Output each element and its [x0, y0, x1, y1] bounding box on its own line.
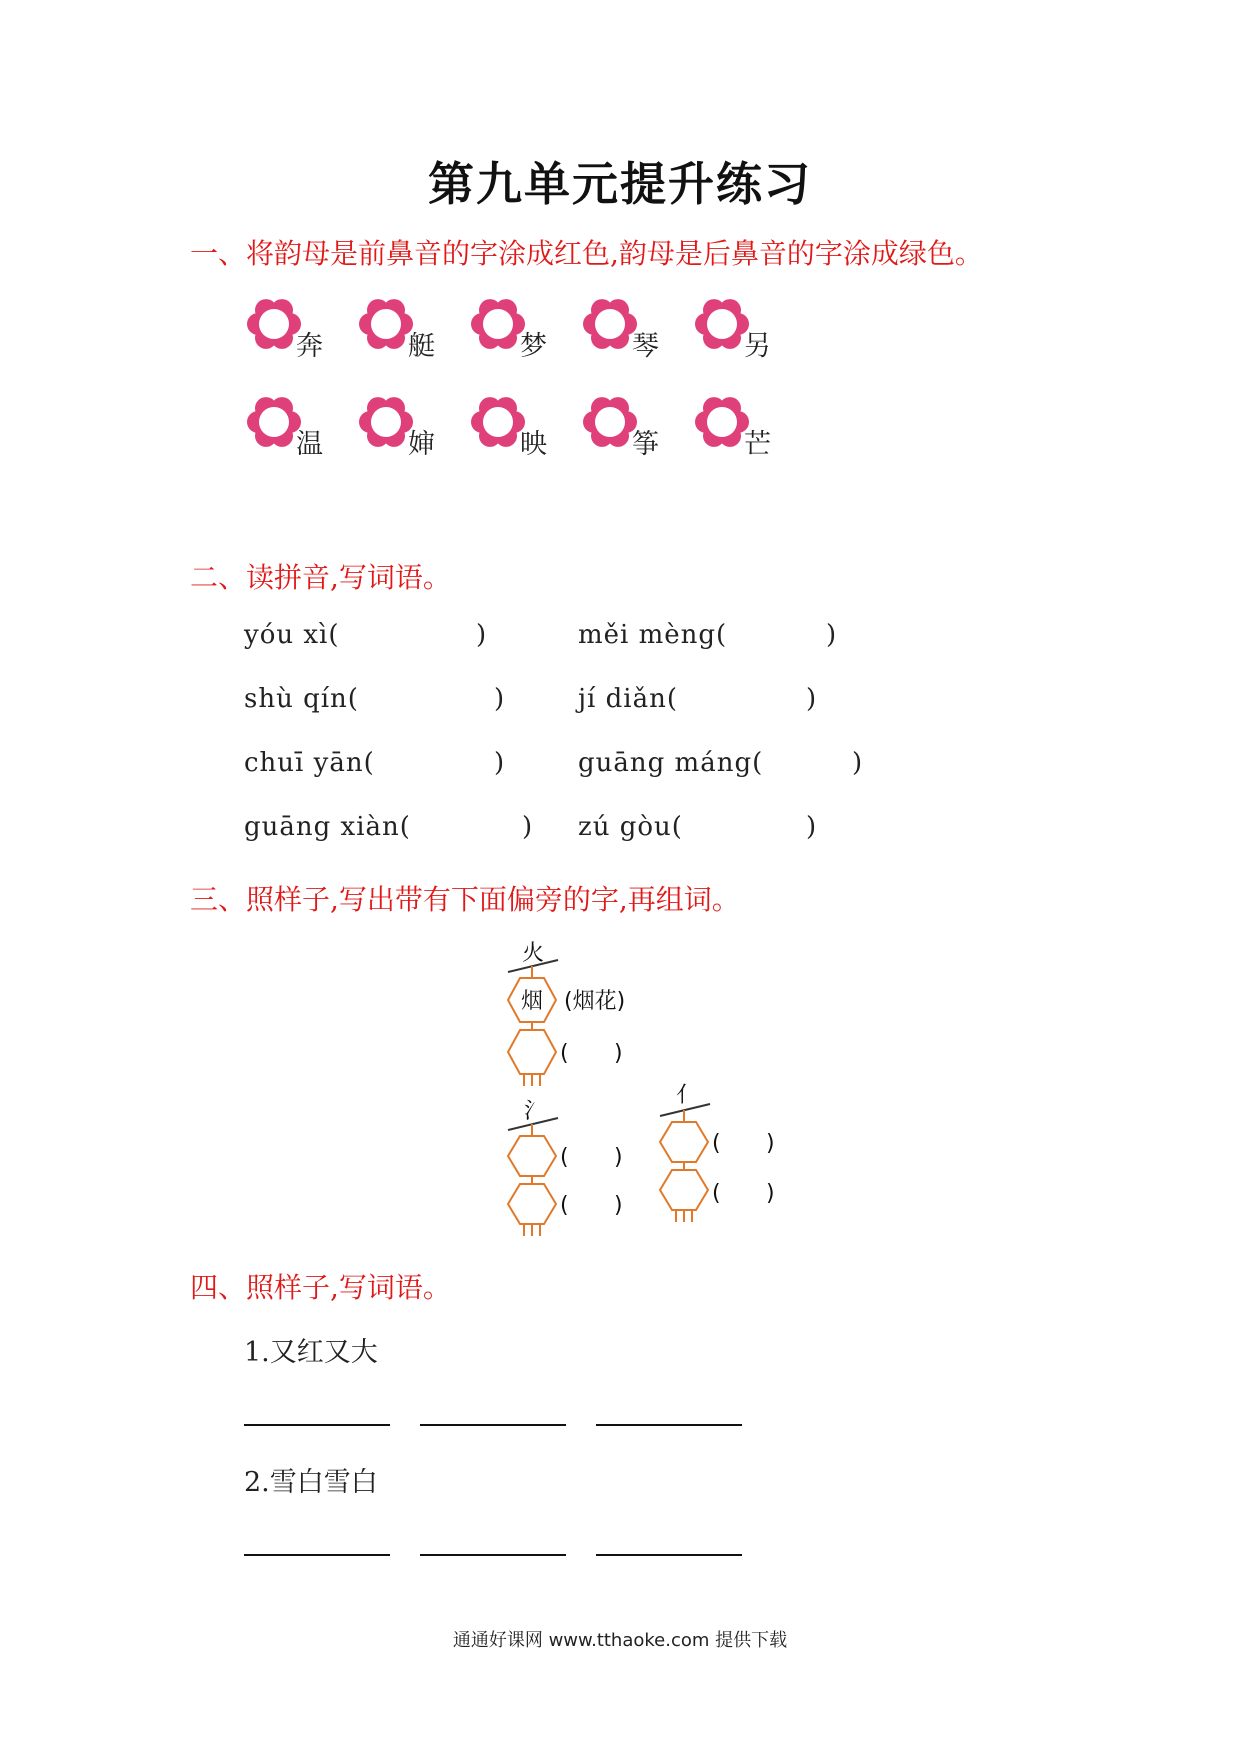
- page-title: 第九单元提升练习: [428, 157, 812, 211]
- flower-icon[interactable]: [692, 294, 752, 354]
- paren-open: (: [560, 1193, 569, 1218]
- flower-item[interactable]: [580, 392, 690, 462]
- answer-blank[interactable]: [596, 1554, 742, 1556]
- pinyin-text: guāng xiàn(: [244, 812, 411, 842]
- pinyin-text: chuī yān(: [244, 748, 375, 778]
- section-4-heading: 四、照样子,写词语。: [190, 1271, 451, 1304]
- paren-close: ): [766, 1181, 775, 1206]
- flower-icon[interactable]: [356, 392, 416, 452]
- example-1: 1.又红又大: [244, 1337, 378, 1368]
- answer-blank[interactable]: [244, 1424, 390, 1426]
- hexagon-blank: [508, 1030, 556, 1074]
- paren-open: (: [712, 1181, 721, 1206]
- person-radical-tower: [660, 1083, 775, 1222]
- pinyin-text: guāng máng(: [578, 748, 764, 778]
- flower-item[interactable]: [468, 392, 578, 462]
- answer-blank[interactable]: [596, 1424, 742, 1426]
- example-word: (烟花): [564, 989, 626, 1014]
- pinyin-text: měi mèng(: [578, 620, 728, 650]
- example-char: 烟: [520, 989, 544, 1014]
- paren-close: ): [614, 1193, 623, 1218]
- flower-icon[interactable]: [356, 294, 416, 354]
- flower-char: 奔: [296, 331, 323, 362]
- water-radical-tower: [508, 1099, 623, 1236]
- flower-item[interactable]: [356, 294, 466, 364]
- flower-item[interactable]: [580, 294, 690, 364]
- paren-open: (: [560, 1145, 569, 1170]
- pinyin-text: zú gòu(: [578, 812, 683, 842]
- flower-char: 筝: [632, 429, 659, 460]
- paren-open: (: [560, 1041, 569, 1066]
- flower-char: 温: [296, 429, 323, 460]
- footer: 通通好课网 www.tthaoke.com 提供下载: [452, 1630, 788, 1651]
- section-3-heading: 三、照样子,写出带有下面偏旁的字,再组词。: [190, 883, 740, 916]
- paren-close: ): [614, 1041, 623, 1066]
- example-2: 2.雪白雪白: [244, 1467, 378, 1498]
- paren-close: ): [766, 1131, 775, 1156]
- flower-icon[interactable]: [468, 294, 528, 354]
- radical-water: 氵: [524, 1099, 547, 1124]
- paren-open: (: [712, 1131, 721, 1156]
- radical-person: 亻: [676, 1083, 699, 1108]
- flower-item[interactable]: [244, 392, 354, 462]
- radical-fire: 火: [522, 941, 545, 966]
- pinyin-text: shù qín(: [244, 684, 359, 714]
- section-1-heading: 一、将韵母是前鼻音的字涂成红色,韵母是后鼻音的字涂成绿色。: [190, 237, 983, 270]
- section-2-heading: 二、读拼音,写词语。: [190, 561, 451, 594]
- hexagon-blank: [660, 1170, 708, 1210]
- answer-blank[interactable]: [420, 1424, 566, 1426]
- flower-item[interactable]: [692, 392, 802, 462]
- flower-icon[interactable]: [580, 392, 640, 452]
- hexagon-blank: [660, 1122, 708, 1162]
- answer-paren-close[interactable]: ): [826, 620, 837, 650]
- flower-item[interactable]: [244, 294, 354, 364]
- answer-blank[interactable]: [244, 1554, 390, 1556]
- flower-item[interactable]: [356, 392, 466, 462]
- flower-char: 梦: [520, 331, 547, 362]
- radical-diagram: [480, 930, 810, 1250]
- flower-icon[interactable]: [244, 392, 304, 452]
- answer-blank[interactable]: [420, 1554, 566, 1556]
- paren-close: ): [614, 1145, 623, 1170]
- answer-paren-close[interactable]: ): [494, 748, 505, 778]
- flower-icon[interactable]: [580, 294, 640, 354]
- pinyin-text: jí diǎn(: [578, 684, 678, 714]
- flower-char: 艇: [408, 331, 435, 362]
- hexagon-blank: [508, 1136, 556, 1176]
- fire-radical-tower: [508, 941, 625, 1086]
- pinyin-text: yóu xì(: [244, 620, 340, 650]
- answer-paren-close[interactable]: ): [852, 748, 863, 778]
- answer-paren-close[interactable]: ): [522, 812, 533, 842]
- flower-char: 芒: [744, 429, 771, 460]
- flower-char: 婶: [408, 429, 435, 460]
- answer-paren-close[interactable]: ): [806, 684, 817, 714]
- hexagon-blank: [508, 1184, 556, 1224]
- flower-char: 另: [744, 331, 771, 362]
- answer-paren-close[interactable]: ): [476, 620, 487, 650]
- flower-icon[interactable]: [468, 392, 528, 452]
- flower-item[interactable]: [468, 294, 578, 364]
- flower-item[interactable]: [692, 294, 802, 364]
- flower-char: 映: [520, 429, 547, 460]
- answer-paren-close[interactable]: ): [806, 812, 817, 842]
- answer-paren-close[interactable]: ): [494, 684, 505, 714]
- flower-icon[interactable]: [692, 392, 752, 452]
- flower-icon[interactable]: [244, 294, 304, 354]
- flower-char: 琴: [632, 331, 659, 362]
